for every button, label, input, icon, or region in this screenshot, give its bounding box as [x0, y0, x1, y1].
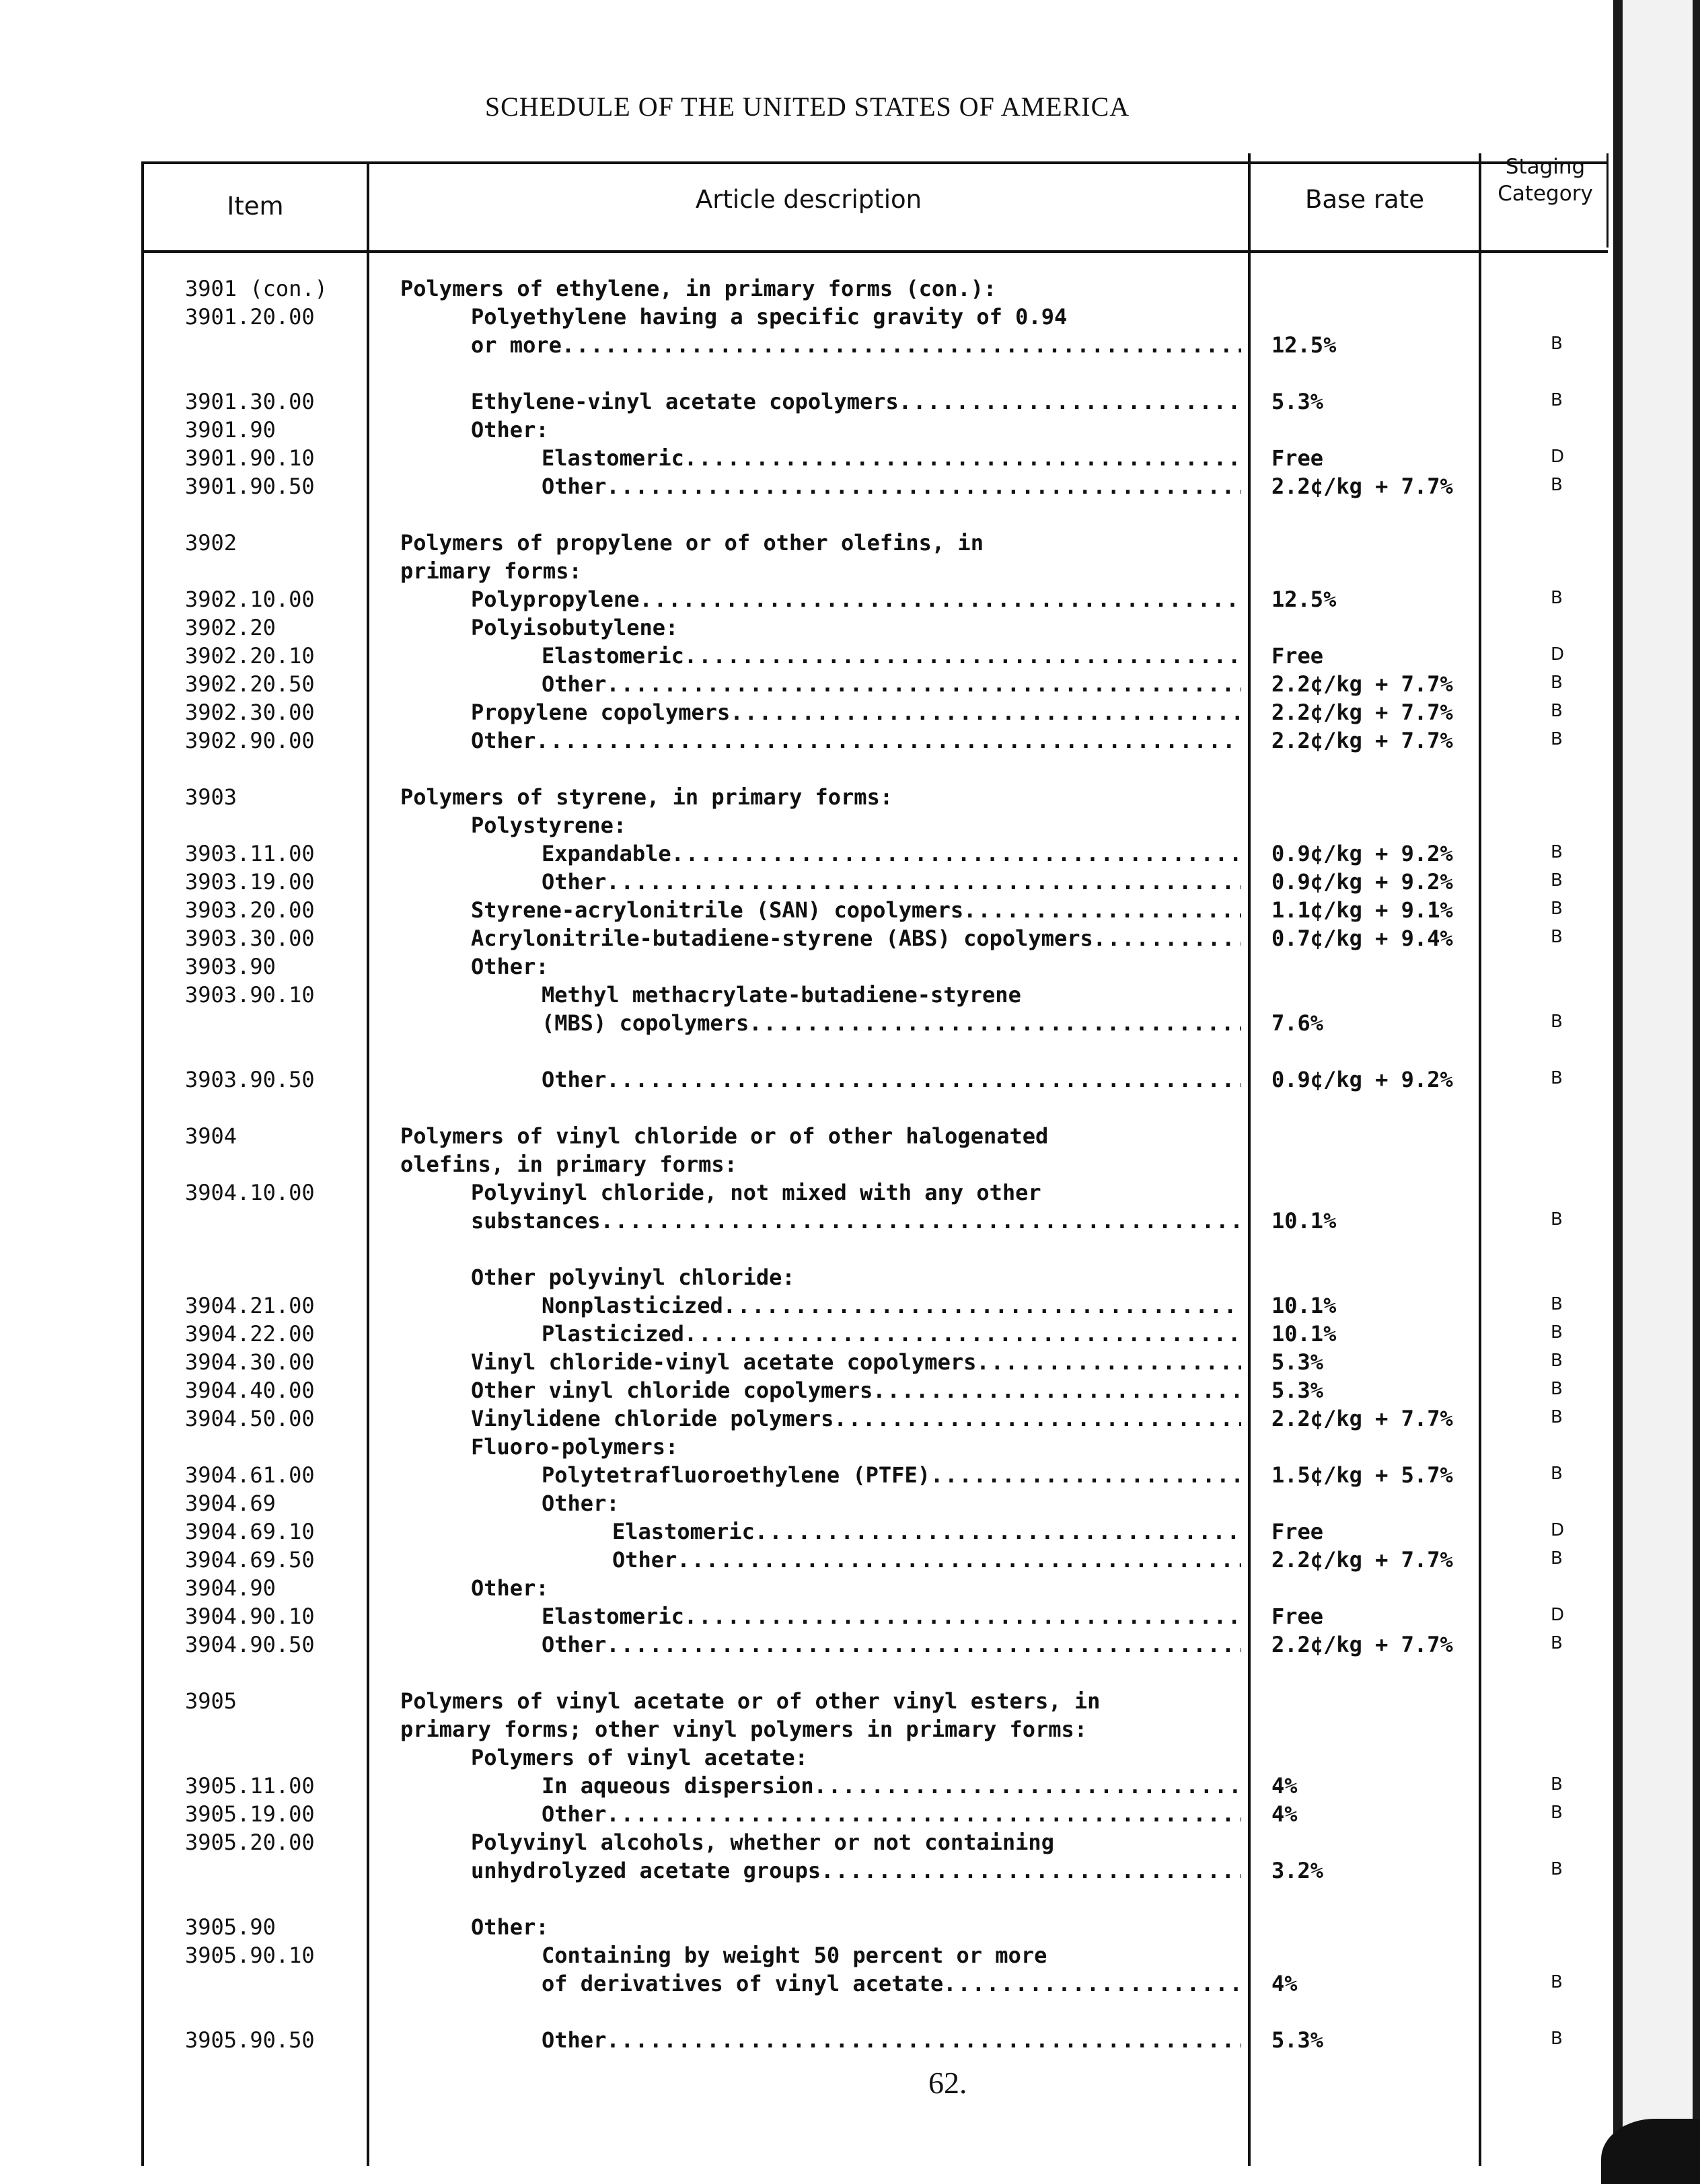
table-row	[0, 926, 1615, 955]
description-text: Polymers of propylene or of other olefins, in	[400, 530, 984, 556]
description-text: substances	[471, 1208, 601, 1234]
table-row	[0, 1773, 1615, 1803]
article-description	[400, 1152, 737, 1177]
article-description	[542, 1010, 1241, 1036]
item-number: 3902.90.00	[185, 728, 315, 753]
description-text: Other	[471, 728, 536, 753]
base-rate: 4%	[1271, 1801, 1298, 1827]
article-description	[471, 417, 549, 443]
item-number: 3904.21.00	[185, 1293, 315, 1318]
table-row	[0, 1462, 1615, 1492]
table-row	[0, 1293, 1615, 1322]
article-description	[542, 643, 1241, 669]
article-description	[471, 332, 1241, 358]
article-description	[471, 954, 549, 979]
item-number: 3904.90.50	[185, 1632, 315, 1657]
description-text: Other:	[471, 417, 549, 443]
description-text: primary forms:	[400, 558, 582, 584]
table-row	[0, 1152, 1615, 1181]
description-text: Elastomeric	[542, 643, 684, 669]
staging-category: B	[1551, 1294, 1563, 1314]
description-text: Expandable	[542, 841, 671, 866]
description-text: In aqueous dispersion	[542, 1773, 814, 1799]
item-number: 3903.30.00	[185, 926, 315, 951]
table-row	[0, 1971, 1615, 2000]
description-text: Acrylonitrile-butadiene-styrene (ABS) copolymers	[471, 926, 1093, 951]
base-rate: 10.1%	[1271, 1293, 1337, 1318]
item-number: 3902.20.10	[185, 643, 315, 669]
header-description: Article description	[695, 185, 922, 214]
table-row	[0, 445, 1615, 475]
article-description	[612, 1519, 1241, 1544]
description-text: Other:	[471, 1575, 549, 1601]
article-description	[542, 1943, 1047, 1968]
base-rate: 12.5%	[1271, 587, 1337, 612]
description-text: Other	[542, 2027, 607, 2053]
description-text: Other	[542, 1067, 607, 1092]
description-text: Other	[542, 1801, 607, 1827]
description-text: Polytetrafluoroethylene (PTFE)	[542, 1462, 930, 1488]
table-row	[0, 276, 1615, 305]
table-row	[0, 332, 1615, 362]
article-description	[400, 1717, 1087, 1742]
table-row	[0, 1406, 1615, 1435]
article-description	[471, 1406, 1241, 1431]
item-number: 3904.30.00	[185, 1349, 315, 1375]
header-bottom-border	[143, 250, 1608, 253]
table-row	[0, 1830, 1615, 1859]
table-top-border	[143, 161, 1608, 164]
article-description	[471, 1575, 549, 1601]
staging-category: B	[1551, 2029, 1563, 2049]
article-description	[542, 1462, 1241, 1488]
item-number: 3904.90	[185, 1575, 276, 1601]
item-number: 3903	[185, 784, 237, 810]
staging-category: B	[1551, 1407, 1563, 1427]
description-text: Propylene copolymers	[471, 700, 731, 725]
table-row	[0, 897, 1615, 927]
base-rate: 5.3%	[1271, 1378, 1324, 1403]
table-row	[0, 1180, 1615, 1209]
header-staging-line1: Staging	[1505, 155, 1586, 179]
table-row	[0, 417, 1615, 447]
description-text: (MBS) copolymers	[542, 1010, 749, 1036]
article-description	[471, 1830, 1054, 1855]
item-number: 3903.90.50	[185, 1067, 315, 1092]
base-rate: 2.2¢/kg + 7.7%	[1271, 728, 1453, 753]
table-row	[0, 1688, 1615, 1718]
article-description	[400, 558, 582, 584]
table-row	[0, 671, 1615, 701]
description-text: Styrene-acrylonitrile (SAN) copolymers	[471, 897, 964, 923]
article-description	[542, 1067, 1241, 1092]
item-number: 3902	[185, 530, 237, 556]
base-rate: 0.9¢/kg + 9.2%	[1271, 841, 1453, 866]
base-rate: Free	[1271, 445, 1324, 471]
item-number: 3905.20.00	[185, 1830, 315, 1855]
article-description	[471, 1745, 808, 1770]
staging-category: B	[1551, 1351, 1563, 1371]
description-text: Polyisobutylene:	[471, 615, 679, 640]
article-description	[471, 926, 1241, 951]
table-row	[0, 982, 1615, 1012]
item-number: 3903.90.10	[185, 982, 315, 1008]
base-rate: 12.5%	[1271, 332, 1337, 358]
item-number: 3904.40.00	[185, 1378, 315, 1403]
table-row	[0, 813, 1615, 842]
article-description	[471, 1208, 1241, 1234]
article-description	[542, 1321, 1241, 1347]
staging-category: B	[1551, 899, 1563, 919]
description-text: Elastomeric	[542, 445, 684, 471]
table-row	[0, 304, 1615, 334]
staging-category: B	[1551, 1548, 1563, 1569]
table-row	[0, 1604, 1615, 1633]
table-row	[0, 389, 1615, 418]
description-text: Methyl methacrylate-butadiene-styrene	[542, 982, 1021, 1008]
article-description	[471, 1434, 678, 1460]
base-rate: 4%	[1271, 1971, 1298, 1996]
staging-category: B	[1551, 1774, 1563, 1795]
header-staging-line2: Category	[1498, 182, 1593, 206]
item-number: 3901.20.00	[185, 304, 315, 330]
table-row	[0, 1123, 1615, 1153]
description-text: Other:	[471, 954, 549, 979]
description-text: Other polyvinyl chloride:	[471, 1265, 795, 1290]
staging-category: B	[1551, 673, 1563, 693]
staging-category: B	[1551, 1379, 1563, 1399]
item-number: 3901.90	[185, 417, 276, 443]
item-number: 3903.90	[185, 954, 276, 979]
article-description	[471, 1349, 1241, 1375]
table-row	[0, 1858, 1615, 1887]
description-text: Other	[612, 1547, 677, 1573]
base-rate: 4%	[1271, 1773, 1298, 1799]
description-text: or more	[471, 332, 562, 358]
table-row	[0, 784, 1615, 814]
item-number: 3904.69	[185, 1491, 276, 1516]
article-description	[542, 869, 1241, 895]
description-text: Other:	[471, 1914, 549, 1940]
table-row	[0, 615, 1615, 644]
staging-category: B	[1551, 729, 1563, 749]
description-text: primary forms; other vinyl polymers in primary forms:	[400, 1717, 1088, 1742]
article-description	[471, 1378, 1241, 1403]
article-description	[471, 1914, 549, 1940]
header-staging-category	[1481, 153, 1609, 207]
staging-category: D	[1551, 447, 1565, 467]
item-number: 3903.19.00	[185, 869, 315, 895]
staging-category: B	[1551, 842, 1563, 862]
description-text: Polypropylene	[471, 587, 640, 612]
item-number: 3904.61.00	[185, 1462, 315, 1488]
article-description	[542, 841, 1241, 866]
base-rate: 2.2¢/kg + 7.7%	[1271, 700, 1453, 725]
base-rate: 10.1%	[1271, 1321, 1337, 1347]
table-row	[0, 1519, 1615, 1548]
article-description	[542, 1773, 1241, 1799]
staging-category: B	[1551, 1464, 1563, 1484]
description-text: unhydrolyzed acetate groups	[471, 1858, 821, 1883]
item-number: 3904.69.10	[185, 1519, 315, 1544]
table-row	[0, 643, 1615, 673]
staging-category: B	[1551, 588, 1563, 608]
description-text: Other	[542, 1632, 607, 1657]
base-rate: 7.6%	[1271, 1010, 1324, 1036]
article-description	[542, 1632, 1241, 1657]
table-row	[0, 1265, 1615, 1294]
table-row	[0, 1067, 1615, 1096]
item-number: 3904.22.00	[185, 1321, 315, 1347]
staging-category: B	[1551, 475, 1563, 495]
item-number: 3901.30.00	[185, 389, 315, 414]
book-binding-edge	[1613, 0, 1700, 2184]
header-item: Item	[227, 192, 284, 221]
item-number: 3903.11.00	[185, 841, 315, 866]
article-description	[542, 1801, 1241, 1827]
base-rate: 2.2¢/kg + 7.7%	[1271, 1406, 1453, 1431]
table-row	[0, 587, 1615, 616]
table-row	[0, 728, 1615, 757]
article-description	[542, 1971, 1241, 1996]
article-description	[471, 1265, 795, 1290]
base-rate: 5.3%	[1271, 1349, 1324, 1375]
description-text: Polyethylene having a specific gravity of 0.94	[471, 304, 1068, 330]
description-text: Vinyl chloride-vinyl acetate copolymers	[471, 1349, 977, 1375]
item-number: 3904.10.00	[185, 1180, 315, 1205]
item-number: 3905	[185, 1688, 237, 1714]
article-description	[471, 700, 1241, 725]
staging-category: D	[1551, 644, 1565, 665]
staging-category: B	[1551, 334, 1563, 354]
base-rate: 2.2¢/kg + 7.7%	[1271, 1547, 1453, 1573]
staging-category: D	[1551, 1605, 1565, 1625]
item-number: 3905.11.00	[185, 1773, 315, 1799]
article-description	[400, 276, 996, 301]
table-row	[0, 558, 1615, 588]
table-row	[0, 1491, 1615, 1520]
item-number: 3904	[185, 1123, 237, 1149]
description-text: Polyvinyl alcohols, whether or not containing	[471, 1830, 1054, 1855]
staging-category: B	[1551, 1209, 1563, 1230]
description-text: Polymers of vinyl acetate:	[471, 1745, 808, 1770]
article-description	[471, 1180, 1041, 1205]
item-number: 3904.69.50	[185, 1547, 315, 1573]
article-description	[471, 304, 1067, 330]
page-number: 62.	[928, 2066, 967, 2100]
article-description	[542, 2027, 1241, 2053]
table-row	[0, 1943, 1615, 1972]
item-number: 3904.50.00	[185, 1406, 315, 1431]
table-row	[0, 841, 1615, 870]
staging-category: B	[1551, 1972, 1563, 1992]
base-rate: 2.2¢/kg + 7.7%	[1271, 671, 1453, 697]
description-text: Other	[542, 671, 607, 697]
table-row	[0, 474, 1615, 503]
description-text: Other	[542, 869, 607, 895]
article-description	[542, 982, 1021, 1008]
item-number: 3902.10.00	[185, 587, 315, 612]
staging-category: B	[1551, 1633, 1563, 1653]
staging-category: B	[1551, 1068, 1563, 1088]
base-rate: Free	[1271, 1604, 1324, 1629]
description-text: Containing by weight 50 percent or more	[542, 1943, 1047, 1968]
base-rate: 3.2%	[1271, 1858, 1324, 1883]
base-rate: Free	[1271, 643, 1324, 669]
base-rate: 0.7¢/kg + 9.4%	[1271, 926, 1453, 951]
article-description	[471, 897, 1241, 923]
article-description	[400, 784, 893, 810]
description-text: Nonplasticized	[542, 1293, 723, 1318]
item-number: 3905.19.00	[185, 1801, 315, 1827]
base-rate: 10.1%	[1271, 1208, 1337, 1234]
item-number: 3905.90.50	[185, 2027, 315, 2053]
base-rate: 0.9¢/kg + 9.2%	[1271, 869, 1453, 895]
table-row	[0, 1717, 1615, 1746]
item-number: 3901 (con.)	[185, 276, 328, 301]
description-text: olefins, in primary forms:	[400, 1152, 737, 1177]
description-text: Polymers of vinyl acetate or of other vinyl esters, in	[400, 1688, 1101, 1714]
base-rate: 2.2¢/kg + 7.7%	[1271, 474, 1453, 499]
item-number: 3904.90.10	[185, 1604, 315, 1629]
article-description	[542, 445, 1241, 471]
article-description	[542, 1293, 1241, 1318]
article-description	[471, 1858, 1241, 1883]
item-number: 3902.20.50	[185, 671, 315, 697]
table-row	[0, 1208, 1615, 1238]
item-number: 3903.20.00	[185, 897, 315, 923]
header-base-rate: Base rate	[1304, 185, 1424, 214]
article-description	[542, 1491, 620, 1516]
article-description	[542, 1604, 1241, 1629]
staging-category: B	[1551, 1803, 1563, 1823]
description-text: Fluoro-polymers:	[471, 1434, 679, 1460]
article-description	[471, 587, 1241, 612]
table-row	[0, 1349, 1615, 1379]
item-number: 3902.20	[185, 615, 276, 640]
base-rate: 2.2¢/kg + 7.7%	[1271, 1632, 1453, 1657]
table-row	[0, 1434, 1615, 1464]
article-description	[400, 1688, 1100, 1714]
description-text: Polyvinyl chloride, not mixed with any other	[471, 1180, 1041, 1205]
description-text: Other	[542, 474, 607, 499]
staging-category: B	[1551, 390, 1563, 410]
article-description	[471, 389, 1241, 414]
table-row	[0, 1632, 1615, 1661]
table-row	[0, 1378, 1615, 1407]
description-text: Other:	[542, 1491, 620, 1516]
table-row	[0, 2027, 1615, 2057]
table-row	[0, 954, 1615, 983]
base-rate: 5.3%	[1271, 2027, 1324, 2053]
article-description	[471, 615, 678, 640]
table-row	[0, 1745, 1615, 1774]
description-text: Polymers of ethylene, in primary forms (con.):	[400, 276, 997, 301]
table-row	[0, 1575, 1615, 1605]
table-row	[0, 1801, 1615, 1831]
article-description	[471, 728, 1241, 753]
article-description	[612, 1547, 1241, 1573]
description-text: Polystyrene:	[471, 813, 627, 838]
description-text: Polymers of styrene, in primary forms:	[400, 784, 893, 810]
staging-category: B	[1551, 701, 1563, 721]
article-description	[400, 1123, 1048, 1149]
description-text: Vinylidene chloride polymers	[471, 1406, 834, 1431]
staging-category: D	[1551, 1520, 1565, 1540]
staging-category: B	[1551, 1012, 1563, 1032]
base-rate: 1.5¢/kg + 5.7%	[1271, 1462, 1453, 1488]
staging-category: B	[1551, 870, 1563, 891]
description-text: Elastomeric	[542, 1604, 684, 1629]
article-description	[471, 813, 626, 838]
table-row	[0, 1321, 1615, 1351]
base-rate: Free	[1271, 1519, 1324, 1544]
description-text: Plasticized	[542, 1321, 684, 1347]
item-number: 3902.30.00	[185, 700, 315, 725]
table-row	[0, 1547, 1615, 1577]
staging-category: B	[1551, 927, 1563, 947]
article-description	[542, 474, 1241, 499]
staging-category: B	[1551, 1859, 1563, 1879]
table-row	[0, 700, 1615, 729]
item-number: 3905.90.10	[185, 1943, 315, 1968]
article-description	[400, 530, 984, 556]
description-text: Polymers of vinyl chloride or of other halogenated	[400, 1123, 1049, 1149]
item-number: 3901.90.50	[185, 474, 315, 499]
staging-category: B	[1551, 1322, 1563, 1343]
table-row	[0, 869, 1615, 899]
description-text: Other vinyl chloride copolymers	[471, 1378, 873, 1403]
base-rate: 1.1¢/kg + 9.1%	[1271, 897, 1453, 923]
description-text: Ethylene-vinyl acetate copolymers	[471, 389, 899, 414]
article-description	[542, 671, 1241, 697]
base-rate: 0.9¢/kg + 9.2%	[1271, 1067, 1453, 1092]
item-number: 3905.90	[185, 1914, 276, 1940]
description-text: Elastomeric	[612, 1519, 755, 1544]
table-row	[0, 530, 1615, 560]
page-title: SCHEDULE OF THE UNITED STATES OF AMERICA	[484, 91, 1130, 122]
table-row	[0, 1010, 1615, 1040]
base-rate: 5.3%	[1271, 389, 1324, 414]
item-number: 3901.90.10	[185, 445, 315, 471]
description-text: of derivatives of vinyl acetate	[542, 1971, 944, 1996]
table-row	[0, 1914, 1615, 1944]
